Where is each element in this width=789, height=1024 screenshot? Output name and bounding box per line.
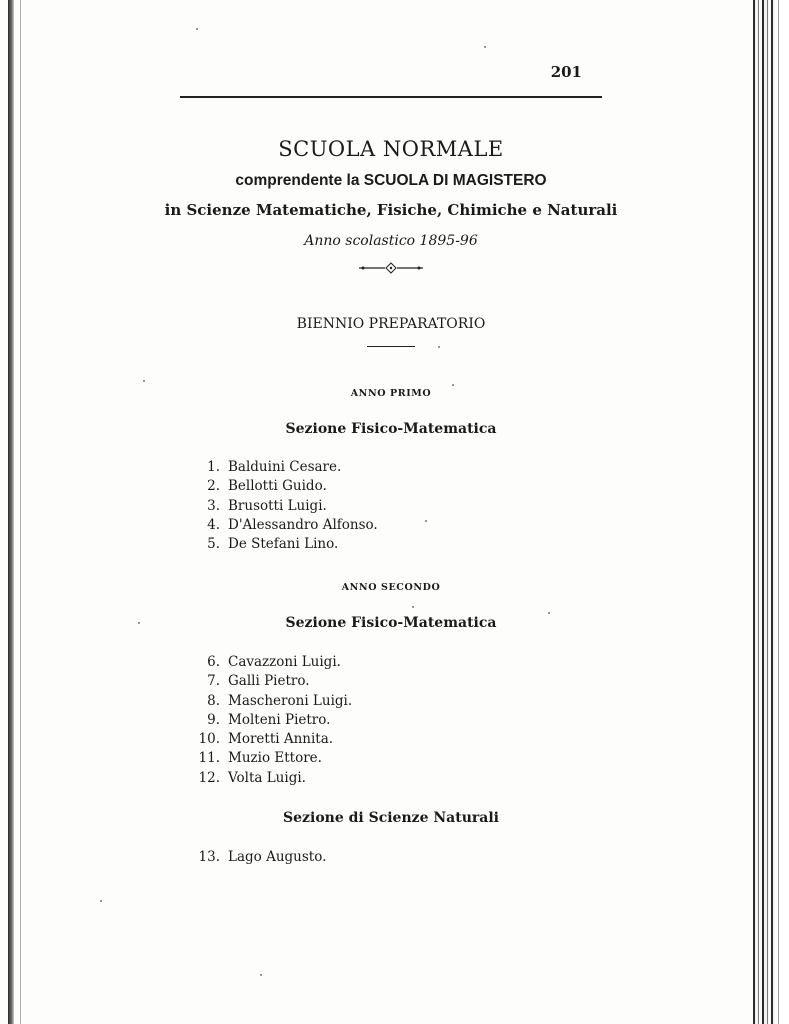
list-item — [190, 769, 490, 788]
scan-speck — [138, 622, 140, 624]
page-margin-right — [778, 0, 789, 1024]
student-name: Volta Luigi. — [228, 769, 306, 786]
biennio-heading: BIENNIO PREPARATORIO — [296, 316, 486, 332]
ornament-divider-icon — [359, 262, 423, 274]
subtitle-line-2: in Scienze Matematiche, Fisiche, Chimiche e Naturali — [164, 201, 618, 219]
scan-speck — [196, 28, 198, 30]
scan-speck — [425, 520, 427, 522]
list-item — [190, 516, 490, 535]
student-name: Balduini Cesare. — [228, 459, 342, 475]
list-item — [190, 535, 490, 554]
scan-speck — [452, 384, 454, 386]
item-number: 2. — [207, 478, 220, 495]
school-year: Anno scolastico 1895-96 — [304, 233, 478, 249]
scan-speck — [260, 974, 262, 976]
section-heading: Sezione Fisico-Matematica — [285, 615, 497, 631]
scan-speck — [100, 900, 102, 902]
student-name: D'Alessandro Alfonso. — [228, 516, 378, 533]
student-name: Moretti Annita. — [228, 731, 334, 748]
list-item — [190, 749, 490, 768]
item-number: 11. — [198, 750, 220, 767]
item-number: 1. — [207, 459, 220, 475]
page-number: 201 — [550, 63, 582, 81]
anno-secondo-label: ANNO SECONDO — [341, 582, 441, 593]
biennio-rule — [367, 346, 415, 347]
item-number: 10. — [198, 731, 220, 748]
student-name: Cavazzoni Luigi. — [228, 654, 341, 670]
student-list — [190, 458, 490, 554]
subtitle-line-1: comprendente la SCUOLA DI MAGISTERO — [235, 172, 547, 189]
item-number: 6. — [207, 654, 220, 670]
student-name: Muzio Ettore. — [228, 750, 322, 767]
list-item — [190, 848, 490, 867]
section-heading: Sezione Fisico-Matematica — [285, 421, 497, 437]
section-heading: Sezione di Scienze Naturali — [283, 810, 499, 826]
item-number: 12. — [198, 769, 220, 786]
item-number: 3. — [207, 497, 220, 514]
list-item — [190, 458, 490, 477]
student-name: De Stefani Lino. — [228, 536, 339, 553]
scan-speck — [548, 612, 550, 614]
student-name: Molteni Pietro. — [228, 711, 331, 728]
scan-speck — [412, 606, 414, 608]
item-number: 4. — [207, 516, 220, 533]
list-item — [190, 497, 490, 516]
student-name: Lago Augusto. — [228, 849, 327, 865]
binding-shadow-line — [20, 0, 21, 1024]
student-name: Galli Pietro. — [228, 673, 310, 690]
student-list — [190, 848, 490, 867]
student-name: Brusotti Luigi. — [228, 497, 327, 514]
list-item — [190, 672, 490, 691]
page-title: SCUOLA NORMALE — [278, 137, 504, 161]
scan-speck — [438, 346, 440, 348]
student-name: Mascheroni Luigi. — [228, 692, 353, 709]
list-item — [190, 730, 490, 749]
list-item — [190, 692, 490, 711]
list-item — [190, 477, 490, 496]
scan-speck — [143, 380, 145, 382]
list-item — [190, 653, 490, 672]
scan-speck — [484, 46, 486, 48]
page-stack-edge-right — [753, 0, 775, 1024]
anno-primo-label: ANNO PRIMO — [350, 388, 432, 399]
list-item — [190, 711, 490, 730]
item-number: 9. — [207, 711, 220, 728]
binding-edge-left — [8, 0, 14, 1024]
student-name: Bellotti Guido. — [228, 478, 327, 495]
item-number: 8. — [207, 692, 220, 709]
header-rule — [180, 96, 602, 98]
item-number: 7. — [207, 673, 220, 690]
student-list — [190, 653, 490, 788]
item-number: 13. — [198, 849, 220, 865]
item-number: 5. — [207, 536, 220, 553]
